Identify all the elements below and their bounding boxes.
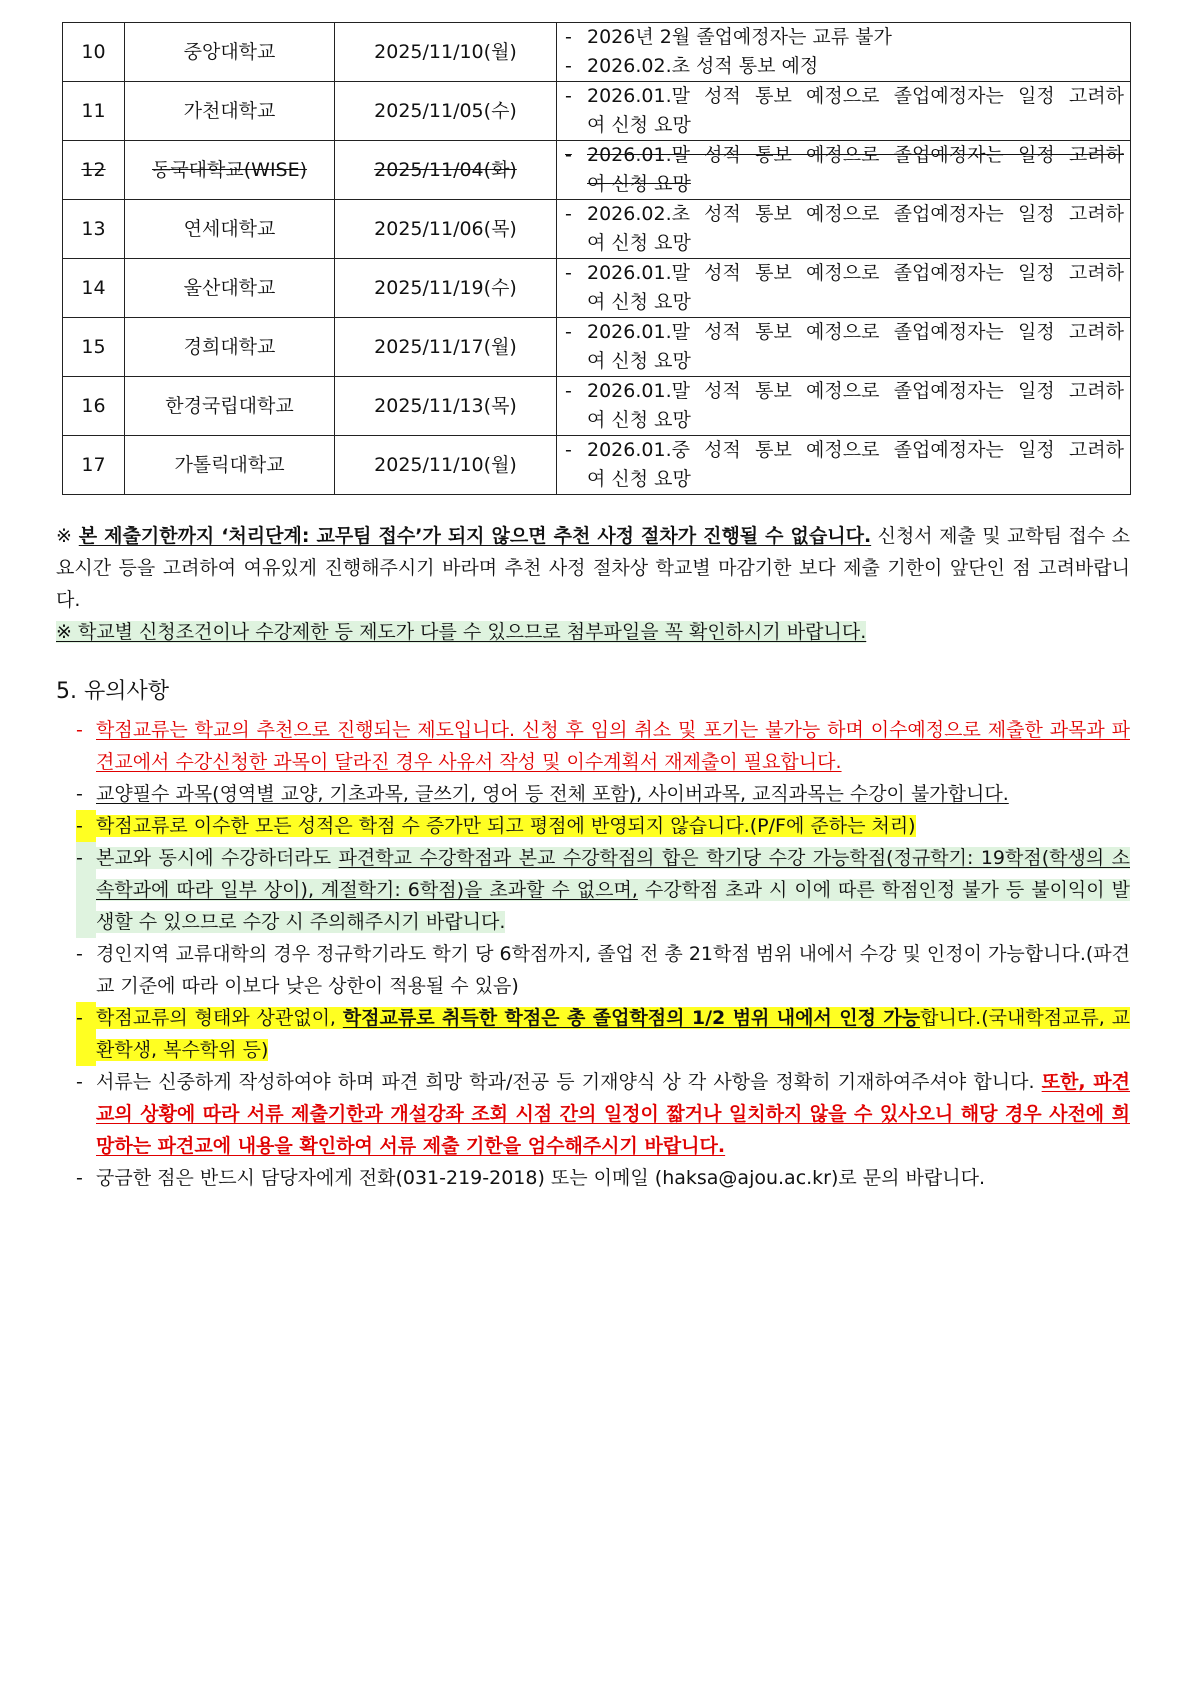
remark-line [565, 170, 1124, 199]
remark-line: - 2026.01.말 성적 통보 예정으로 졸업예정자는 일정 고려하 [565, 318, 1124, 347]
remark-line: - 2026.01.중 성적 통보 예정으로 졸업예정자는 일정 고려하 [565, 436, 1124, 465]
caution-item-text-b: 학점교류로 취득한 학점은 총 졸업학점의 1/2 범위 내에서 인정 가능 [342, 1007, 921, 1029]
remark-line [565, 288, 1124, 317]
school-name-cell [125, 23, 335, 82]
row-number-cell-text: 16 [81, 394, 106, 417]
school-name-cell-text: 울산대학교 [183, 276, 276, 299]
caution-item-text-a: 서류는 신중하게 작성하여야 하며 파견 희망 학과/전공 등 기재양식 상 각 사항을 정확히 기재하여주셔야 합니다. [96, 1071, 1042, 1093]
deadline-date-cell-text: 2025/11/17(월) [374, 335, 517, 358]
remark-text: 2026.01.말 성적 통보 예정으로 졸업예정자는 일정 고려하 [587, 321, 1124, 343]
remarks-cell [557, 82, 1131, 141]
remarks-cell [557, 436, 1131, 495]
caution-item-text: 학점교류로 이수한 모든 성적은 학점 수 증가만 되고 평점에 반영되지 않습니다.(P/F에 준하는 처리) [96, 815, 916, 837]
caution-item-cancellation: - 학점교류는 학교의 추천으로 진행되는 제도입니다. 신청 후 임의 취소 및 포기는 불가능 하며 이수예정으로 제출한 과목과 파견교에서 수강신청한 과목이 달라진 경우 사유서 작성 및 이수계획서 재제출이 필요합니다. [76, 714, 1130, 778]
row-number-cell-text: 11 [81, 99, 106, 122]
school-name-cell [125, 200, 335, 259]
remarks-cell [557, 318, 1131, 377]
row-number-cell [63, 259, 125, 318]
school-name-cell [125, 318, 335, 377]
caution-item-credit-limit: - 본교와 동시에 수강하더라도 파견학교 수강학점과 본교 수강학점의 합은 학기당 수강 가능학점(정규학기: 19학점(학생의 소속학과에 따라 일부 상이), 계절학기: 6학점)을 초과할 수 없으며, 수강학점 초과 시 이에 따른 학점인정 불가 등 불이익이 발생할 수 있으므로 수강 시 주의해주시기 바랍니다. [76, 842, 1130, 938]
remark-line: - 2026.02.초 성적 통보 예정 [565, 52, 1124, 81]
attachment-notice-text: ※ 학교별 신청조건이나 수강제한 등 제도가 다를 수 있으므로 첨부파일을 꼭 확인하시기 바랍니다. [56, 621, 867, 643]
deadline-date-cell [335, 82, 557, 141]
school-name-cell [125, 82, 335, 141]
deadline-date-cell [335, 141, 557, 200]
deadline-date-cell [335, 318, 557, 377]
remark-text: 여 신청 요망 [587, 173, 691, 195]
school-name-cell-text: 가톨릭대학교 [174, 453, 285, 476]
deadline-date-cell-text: 2025/11/06(목) [374, 217, 517, 240]
section-title: 5. 유의사항 [56, 679, 169, 704]
remark-line: - 2026.01.말 성적 통보 예정으로 졸업예정자는 일정 고려하 [565, 259, 1124, 288]
row-number-cell-text: 10 [81, 40, 106, 63]
row-number-cell [63, 82, 125, 141]
remark-line [565, 347, 1124, 376]
table-row [63, 436, 1131, 495]
remark-text: 여 신청 요망 [587, 114, 691, 136]
remark-line: - 2026.01.말 성적 통보 예정으로 졸업예정자는 일정 고려하 [565, 377, 1124, 406]
remark-text: 2026.01.말 성적 통보 예정으로 졸업예정자는 일정 고려하 [587, 262, 1124, 284]
caution-item-text-a: 본교와 동시에 수강하더라도 [96, 847, 339, 869]
remark-line [565, 406, 1124, 435]
remark-text: 여 신청 요망 [587, 291, 691, 313]
deadline-date-cell-text: 2025/11/13(목) [374, 394, 517, 417]
caution-item-text-a: 학점교류의 형태와 상관없이, [96, 1007, 343, 1029]
remarks-cell [557, 141, 1131, 200]
remark-line [565, 111, 1124, 140]
row-number-cell-text: 12 [81, 158, 106, 181]
remark-text: 여 신청 요망 [587, 468, 691, 490]
caution-item-text-b: 또한, 파견교의 상황에 따라 서류 제출기한과 개설강좌 조회 시점 간의 일정이 짧거나 일치하지 않을 수 있사오니 해당 경우 사전에 희망하는 파견교에 내용을 확인하여 서류 제출 기한을 엄수해주시기 바랍니다. [96, 1071, 1131, 1157]
row-number-cell [63, 318, 125, 377]
caution-item-text: 경인지역 교류대학의 경우 정규학기라도 학기 당 6학점까지, 졸업 전 총 21학점 범위 내에서 수강 및 인정이 가능합니다.(파견교 기준에 따라 이보다 낮은 상한이 적용될 수 있음) [96, 943, 1130, 997]
deadline-date-cell-text: 2025/11/19(수) [374, 276, 517, 299]
remark-line: - 2026.01.말 성적 통보 예정으로 졸업예정자는 일정 고려하 [565, 141, 1124, 170]
remarks-cell [557, 200, 1131, 259]
school-name-cell [125, 436, 335, 495]
caution-item-contact: - 궁금한 점은 반드시 담당자에게 전화(031-219-2018) 또는 이메일 (haksa@ajou.ac.kr)로 문의 바랍니다. [76, 1162, 1130, 1194]
notice-rest-text: 신청서 제출 및 교학팀 접수 소요시간 등을 고려하여 여유있게 진행해주시기 바라며 추천 사정 절차상 학교별 마감기한 보다 제출 기한이 앞단인 점 고려바랍니다. [56, 525, 1130, 611]
remark-text: 2026.01.말 성적 통보 예정으로 졸업예정자는 일정 고려하 [587, 85, 1124, 107]
deadline-date-cell [335, 23, 557, 82]
exchange-schedule-table [62, 22, 1131, 495]
remarks-cell [557, 23, 1131, 82]
deadline-date-cell-text: 2025/11/05(수) [374, 99, 517, 122]
remark-line: - 2026.01.말 성적 통보 예정으로 졸업예정자는 일정 고려하 [565, 82, 1124, 111]
remark-line: - 2026.02.초 성적 통보 예정으로 졸업예정자는 일정 고려하 [565, 200, 1124, 229]
table-row [63, 200, 1131, 259]
remark-text: 2026년 2월 졸업예정자는 교류 불가 [587, 26, 892, 48]
table-row [63, 259, 1131, 318]
remark-text: 2026.01.말 성적 통보 예정으로 졸업예정자는 일정 고려하 [587, 144, 1124, 166]
remark-text: 여 신청 요망 [587, 409, 691, 431]
row-number-cell-text: 14 [81, 276, 106, 299]
caution-item-text: 학점교류는 학교의 추천으로 진행되는 제도입니다. 신청 후 임의 취소 및 포기는 불가능 하며 이수예정으로 제출한 과목과 파견교에서 수강신청한 과목이 달라진 경우 사유서 작성 및 이수계획서 재제출이 필요합니다. [96, 719, 1130, 773]
row-number-cell [63, 141, 125, 200]
table-row [63, 82, 1131, 141]
school-name-cell-text: 동국대학교(WISE) [151, 158, 308, 181]
remarks-cell [557, 259, 1131, 318]
caution-item-pass-fail: - 학점교류로 이수한 모든 성적은 학점 수 증가만 되고 평점에 반영되지 않습니다.(P/F에 준하는 처리) [76, 810, 1130, 842]
attachment-notice [56, 616, 1130, 648]
remark-text: 2026.02.초 성적 통보 예정으로 졸업예정자는 일정 고려하 [587, 203, 1124, 225]
row-number-cell [63, 200, 125, 259]
deadline-date-cell [335, 377, 557, 436]
row-number-cell-text: 15 [81, 335, 106, 358]
school-name-cell [125, 377, 335, 436]
submission-deadline-notice [56, 520, 1130, 616]
row-number-cell [63, 436, 125, 495]
deadline-date-cell-text: 2025/11/10(월) [374, 40, 517, 63]
caution-item-text-c: 합니다.(국내학점교류, 교환학생, 복수학위 등) [96, 1007, 1130, 1061]
table-row [63, 141, 1131, 200]
deadline-date-cell [335, 259, 557, 318]
caution-item-gyeongin: - 경인지역 교류대학의 경우 정규학기라도 학기 당 6학점까지, 졸업 전 총 21학점 범위 내에서 수강 및 인정이 가능합니다.(파견교 기준에 따라 이보다 낮은 상한이 적용될 수 있음) [76, 938, 1130, 1002]
school-name-cell-text: 한경국립대학교 [165, 394, 294, 417]
row-number-cell-text: 17 [81, 453, 106, 476]
deadline-date-cell [335, 200, 557, 259]
caution-item-restricted-courses: - 교양필수 과목(영역별 교양, 기초과목, 글쓰기, 영어 등 전체 포함), 사이버과목, 교직과목는 수강이 불가합니다. [76, 778, 1130, 810]
remarks-cell [557, 377, 1131, 436]
caution-item-documents: - 서류는 신중하게 작성하여야 하며 파견 희망 학과/전공 등 기재양식 상 각 사항을 정확히 기재하여주셔야 합니다. 또한, 파견교의 상황에 따라 서류 제출기한과 개설강좌 조회 시점 간의 일정이 짧거나 일치하지 않을 수 있사오니 해당 경우 사전에 희망하는 파견교에 내용을 확인하여 서류 제출 기한을 엄수해주시기 바랍니다. [76, 1071, 1131, 1157]
school-name-cell [125, 141, 335, 200]
table-row [63, 23, 1131, 82]
remark-line: - 2026년 2월 졸업예정자는 교류 불가 [565, 23, 1124, 52]
table-row [63, 377, 1131, 436]
notice-bold-text: 본 제출기한까지 ‘처리단계: 교무팀 접수’가 되지 않으면 추천 사정 절차가 진행될 수 없습니다. [78, 525, 872, 547]
school-name-cell-text: 중앙대학교 [183, 40, 276, 63]
deadline-date-cell-text: 2025/11/10(월) [374, 453, 517, 476]
remark-line [565, 229, 1124, 258]
row-number-cell-text: 13 [81, 217, 106, 240]
remark-text: 2026.01.중 성적 통보 예정으로 졸업예정자는 일정 고려하 [587, 439, 1124, 461]
notice-mark: ※ [56, 525, 73, 547]
school-name-cell-text: 연세대학교 [183, 217, 276, 240]
remark-text: 2026.02.초 성적 통보 예정 [587, 55, 819, 77]
table-row [63, 318, 1131, 377]
remark-text: 여 신청 요망 [587, 232, 691, 254]
caution-item-text: 궁금한 점은 반드시 담당자에게 전화(031-219-2018) 또는 이메일 (haksa@ajou.ac.kr)로 문의 바랍니다. [96, 1167, 986, 1189]
row-number-cell [63, 23, 125, 82]
caution-item-text-b: 파견학교 수강학점과 본교 수강학점의 합은 학기당 수강 가능학점(정규학기: 19학점(학생의 소속학과에 따라 일부 상이), 계절학기: 6학점)을 초과할 수 없으며, [96, 847, 1130, 901]
caution-item-text: 교양필수 과목(영역별 교양, 기초과목, 글쓰기, 영어 등 전체 포함), 사이버과목, 교직과목는 수강이 불가합니다. [96, 783, 1009, 805]
remark-text: 2026.01.말 성적 통보 예정으로 졸업예정자는 일정 고려하 [587, 380, 1124, 402]
school-name-cell-text: 경희대학교 [183, 335, 276, 358]
row-number-cell [63, 377, 125, 436]
deadline-date-cell-text: 2025/11/04(화) [374, 158, 517, 181]
deadline-date-cell [335, 436, 557, 495]
school-name-cell-text: 가천대학교 [183, 99, 276, 122]
school-name-cell [125, 259, 335, 318]
caution-item-text-c: 수강학점 초과 시 이에 따른 학점인정 불가 등 불이익이 발생할 수 있으므로 수강 시 주의해주시기 바랍니다. [96, 879, 1130, 933]
caution-item-half-credit: - 학점교류의 형태와 상관없이, 학점교류로 취득한 학점은 총 졸업학점의 1/2 범위 내에서 인정 가능합니다.(국내학점교류, 교환학생, 복수학위 등) [76, 1002, 1130, 1066]
table-body [63, 23, 1131, 495]
remark-text: 여 신청 요망 [587, 350, 691, 372]
remark-line [565, 465, 1124, 494]
